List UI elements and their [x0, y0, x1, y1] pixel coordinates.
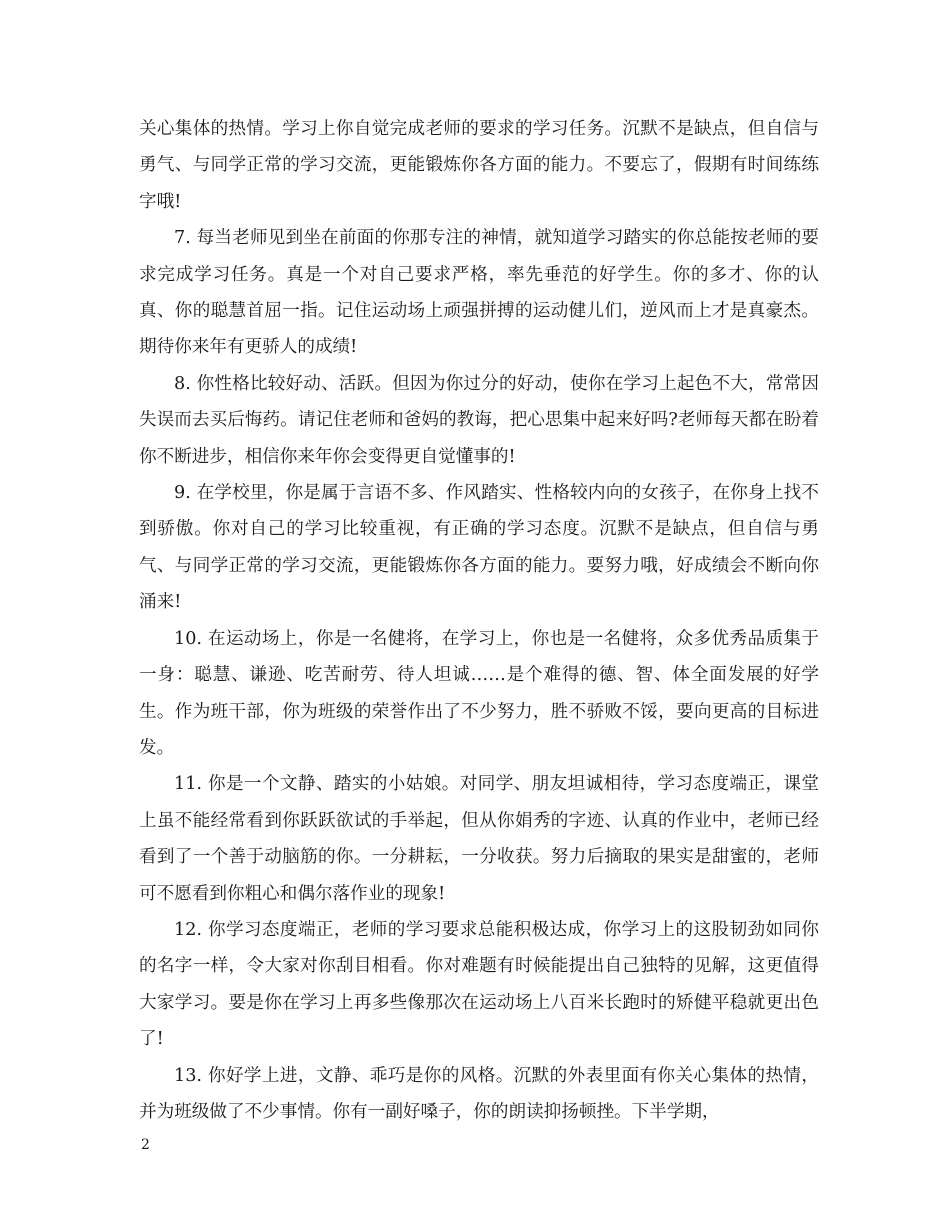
- paragraph-item-9: 9. 在学校里，你是属于言语不多、作风踏实、性格较内向的女孩子，在你身上找不到骄傲。你对自己的学习比较重视，有正确的学习态度。沉默不是缺点，但自信与勇气、与同学正常的学习交流，更能锻炼你各方面的能力。要努力哦，好成绩会不断向你涌来!: [139, 483, 819, 613]
- page-number: 2: [141, 1137, 150, 1153]
- page-body: [139, 111, 819, 1130]
- paragraph-item-7: 7. 每当老师见到坐在前面的你那专注的神情，就知道学习踏实的你总能按老师的要求完成学习任务。真是一个对自己要求严格，率先垂范的好学生。你的多才、你的认真、你的聪慧首屈一指。记住运动场上顽强拼搏的运动健儿们，逆风而上才是真豪杰。期待你来年有更骄人的成绩!: [139, 228, 819, 358]
- paragraph-item-10: 10. 在运动场上，你是一名健将，在学习上，你也是一名健将，众多优秀品质集于一身：聪慧、谦逊、吃苦耐劳、待人坦诚……是个难得的德、智、体全面发展的好学生。作为班干部，你为班级的荣誉作出了不少努力，胜不骄败不馁，要向更高的目标进发。: [139, 628, 819, 758]
- paragraph-item-8: 8. 你性格比较好动、活跃。但因为你过分的好动，使你在学习上起色不大，常常因失误而去买后悔药。请记住老师和爸妈的教诲，把心思集中起来好吗?老师每天都在盼着你不断进步，相信你来年你会变得更自觉懂事的!: [139, 373, 819, 467]
- paragraph-item-12: 12. 你学习态度端正，老师的学习要求总能积极达成，你学习上的这股韧劲如同你的名字一样，令大家对你刮目相看。你对难题有时候能提出自己独特的见解，这更值得大家学习。要是你在学习上再多些像那次在运动场上八百米长跑时的矫健平稳就更出色了!: [139, 919, 819, 1050]
- paragraph-continued: 关心集体的热情。学习上你自觉完成老师的要求的学习任务。沉默不是缺点，但自信与勇气、与同学正常的学习交流，更能锻炼你各方面的能力。不要忘了，假期有时间练练字哦!: [139, 119, 819, 212]
- paragraph-item-11: 11. 你是一个文静、踏实的小姑娘。对同学、朋友坦诚相待，学习态度端正，课堂上虽不能经常看到你跃跃欲试的手举起，但从你娟秀的字迹、认真的作业中，老师已经看到了一个善于动脑筋的你。一分耕耘，一分收获。努力后摘取的果实是甜蜜的，老师可不愿看到你粗心和偶尔落作业的现象!: [139, 774, 819, 904]
- paragraph-item-13: 13. 你好学上进，文静、乖巧是你的风格。沉默的外表里面有你关心集体的热情，并为班级做了不少事情。你有一副好嗓子，你的朗读抑扬顿挫。下半学期，: [139, 1065, 819, 1122]
